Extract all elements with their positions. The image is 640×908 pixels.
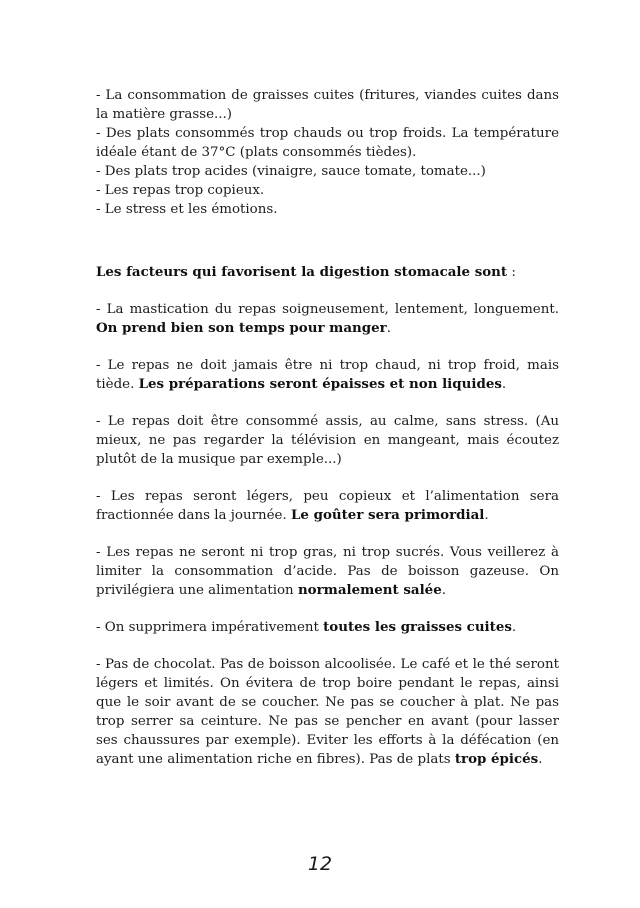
factor-punctuation: . [441, 583, 446, 598]
section-heading-bold: Les facteurs qui favorisent la digestion stomacale sont [96, 264, 508, 280]
factor-paragraph [96, 356, 559, 394]
factor-paragraph [96, 618, 559, 637]
intro-item: - Des plats consommés trop chauds ou trop froids. La température idéale étant de 37°C (plats consommés tièdes). [96, 126, 559, 160]
section-heading-suffix: : [507, 265, 516, 280]
factor-text: - Le repas doit être consommé assis, au calme, sans stress. (Au mieux, ne pas regarder la télévision en mangeant, mais écoutez plutôt de la musique par exemple...) [96, 414, 559, 467]
intro-item: - Le stress et les émotions. [96, 202, 278, 217]
factor-text: - Le repas ne doit jamais être ni trop chaud, ni trop froid, mais tiède. [96, 358, 559, 392]
factor-paragraph [96, 412, 559, 469]
factor-text: - Les repas ne seront ni trop gras, ni trop sucrés. Vous veillerez à limiter la consommation d’acide. Pas de boisson gazeuse. On privilégiera une alimentation [96, 545, 559, 598]
page-content [96, 86, 559, 769]
factor-punctuation: . [386, 321, 391, 336]
factor-punctuation: . [484, 508, 489, 523]
factor-paragraph [96, 487, 559, 525]
factor-text: - On supprimera impérativement [96, 620, 324, 635]
factor-emphasis: Le goûter sera primordial [290, 507, 485, 523]
factor-paragraph [96, 655, 559, 769]
intro-item: - Des plats trop acides (vinaigre, sauce tomate, tomate...) [96, 164, 486, 179]
factor-paragraph [96, 300, 559, 338]
factor-emphasis: normalement salée [297, 582, 442, 598]
factor-text: - La mastication du repas soigneusement, lentement, longuement. [96, 302, 559, 317]
page-number: 12 [307, 853, 333, 875]
factor-punctuation: . [501, 377, 507, 392]
factor-emphasis: trop épicés [454, 751, 539, 767]
factor-emphasis: toutes les graisses cuites [323, 619, 512, 635]
intro-item: - La consommation de graisses cuites (fritures, viandes cuites dans la matière grasse...) [96, 88, 559, 122]
factor-text: - Pas de chocolat. Pas de boisson alcoolisée. Le café et le thé seront légers et limités. On évitera de trop boire pendant le repas, ainsi que le soir avant de se coucher. Ne pas se coucher à plat. Ne pas trop serrer sa ceinture. Ne pas se pencher en avant (pour lasser ses chaussures par exemple). Eviter les efforts à la défécation (en ayant une alimentation riche en fibres). Pas de plats [96, 657, 559, 767]
intro-item: - Les repas trop copieux. [96, 183, 265, 198]
factor-text: - Les repas seront légers, peu copieux et l’alimentation sera fractionnée dans la journée. [96, 489, 559, 523]
section-heading [96, 263, 559, 282]
factor-emphasis: On prend bien son temps pour manger [96, 320, 387, 336]
factor-emphasis: Les préparations seront épaisses et non liquides [138, 376, 502, 392]
factor-punctuation: . [511, 620, 517, 635]
factor-punctuation: . [538, 752, 543, 767]
intro-list [96, 86, 559, 219]
factor-paragraph [96, 543, 559, 600]
